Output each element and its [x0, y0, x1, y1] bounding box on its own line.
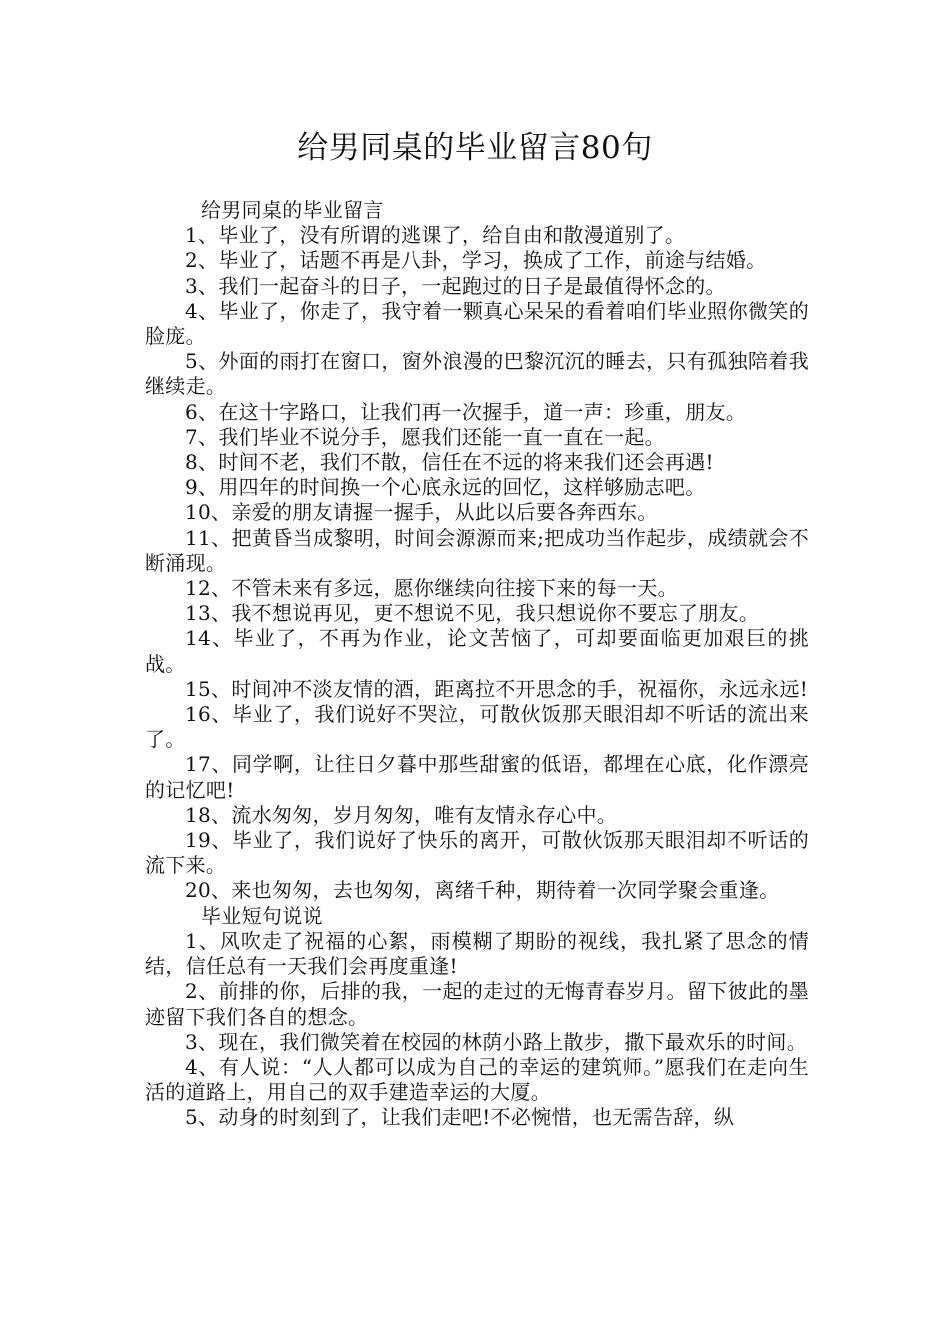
- list-item: 18、流水匆匆，岁月匆匆，唯有友情永存心中。: [185, 802, 618, 827]
- list-item: 4、有人说：“人人都可以成为自己的幸运的建筑师。”愿我们在走向生活的道路上，用自己的双手建造幸运的大厦。: [145, 1054, 809, 1105]
- list-item: 8、时间不老，我们不散，信任在不远的将来我们还会再遇!: [185, 450, 714, 475]
- list-item: 1、风吹走了祝福的心絮，雨模糊了期盼的视线，我扎紧了思念的情结，信任总有一天我们会再度重逢!: [145, 928, 809, 979]
- section-heading: 毕业短句说说: [201, 903, 323, 928]
- list-item: 16、毕业了，我们说好不哭泣，可散伙饭那天眼泪却不听话的流出来了。: [145, 702, 809, 752]
- list-item: 5、外面的雨打在窗口，窗外浪漫的巴黎沉沉的睡去，只有孤独陪着我继续走。: [145, 349, 809, 399]
- list-item: 11、把黄昏当成黎明，时间会源源而来;把成功当作起步，成绩就会不断涌现。: [145, 525, 809, 575]
- document-body: [145, 198, 809, 1131]
- list-item: 2、前排的你，后排的我，一起的走过的无悔青春岁月。留下彼此的墨迹留下我们各自的想念。: [145, 979, 809, 1029]
- document-title: 给男同桌的毕业留言80句: [297, 130, 653, 166]
- list-item: 6、在这十字路口，让我们再一次握手，道一声：珍重，朋友。: [185, 399, 747, 424]
- list-item: 19、毕业了，我们说好了快乐的离开，可散伙饭那天眼泪却不听话的流下来。: [145, 828, 809, 878]
- list-item: 15、时间冲不淡友情的酒，距离拉不开思念的手，祝福你，永远永远!: [185, 676, 809, 701]
- list-item: 13、我不想说再见，更不想说不见，我只想说你不要忘了朋友。: [185, 601, 760, 626]
- list-item: 3、现在，我们微笑着在校园的林荫小路上散步，撒下最欢乐的时间。: [185, 1029, 808, 1054]
- list-item: 10、亲爱的朋友请握一握手，从此以后要各奔西东。: [185, 500, 658, 525]
- list-item: 17、同学啊，让往日夕暮中那些甜蜜的低语，都埋在心底，化作漂亮的记忆吧!: [145, 752, 809, 802]
- list-item: 20、来也匆匆，去也匆匆，离绪千种，期待着一次同学聚会重逢。: [185, 878, 780, 903]
- list-item: 3、我们一起奋斗的日子，一起跑过的日子是最值得怀念的。: [185, 273, 726, 298]
- list-item: 5、动身的时刻到了，让我们走吧!不必惋惜，也无需告辞，纵: [185, 1105, 735, 1130]
- list-item: 14、毕业了，不再为作业，论文苦恼了，可却要面临更加艰巨的挑战。: [145, 626, 809, 676]
- list-item: 9、用四年的时间换一个心底永远的回忆，这样够励志吧。: [185, 475, 706, 500]
- list-item: 1、毕业了，没有所谓的逃课了，给自由和散漫道别了。: [185, 223, 686, 248]
- list-item: 7、我们毕业不说分手，愿我们还能一直一直在一起。: [185, 424, 665, 449]
- list-item: 2、毕业了，话题不再是八卦，学习，换成了工作，前途与结婚。: [185, 248, 767, 273]
- section-heading: 给男同桌的毕业留言: [201, 198, 384, 222]
- list-item: 4、毕业了，你走了，我守着一颗真心呆呆的看着咱们毕业照你微笑的脸庞。: [145, 298, 809, 349]
- list-item: 12、不管未来有多远，愿你继续向往接下来的每一天。: [185, 576, 678, 601]
